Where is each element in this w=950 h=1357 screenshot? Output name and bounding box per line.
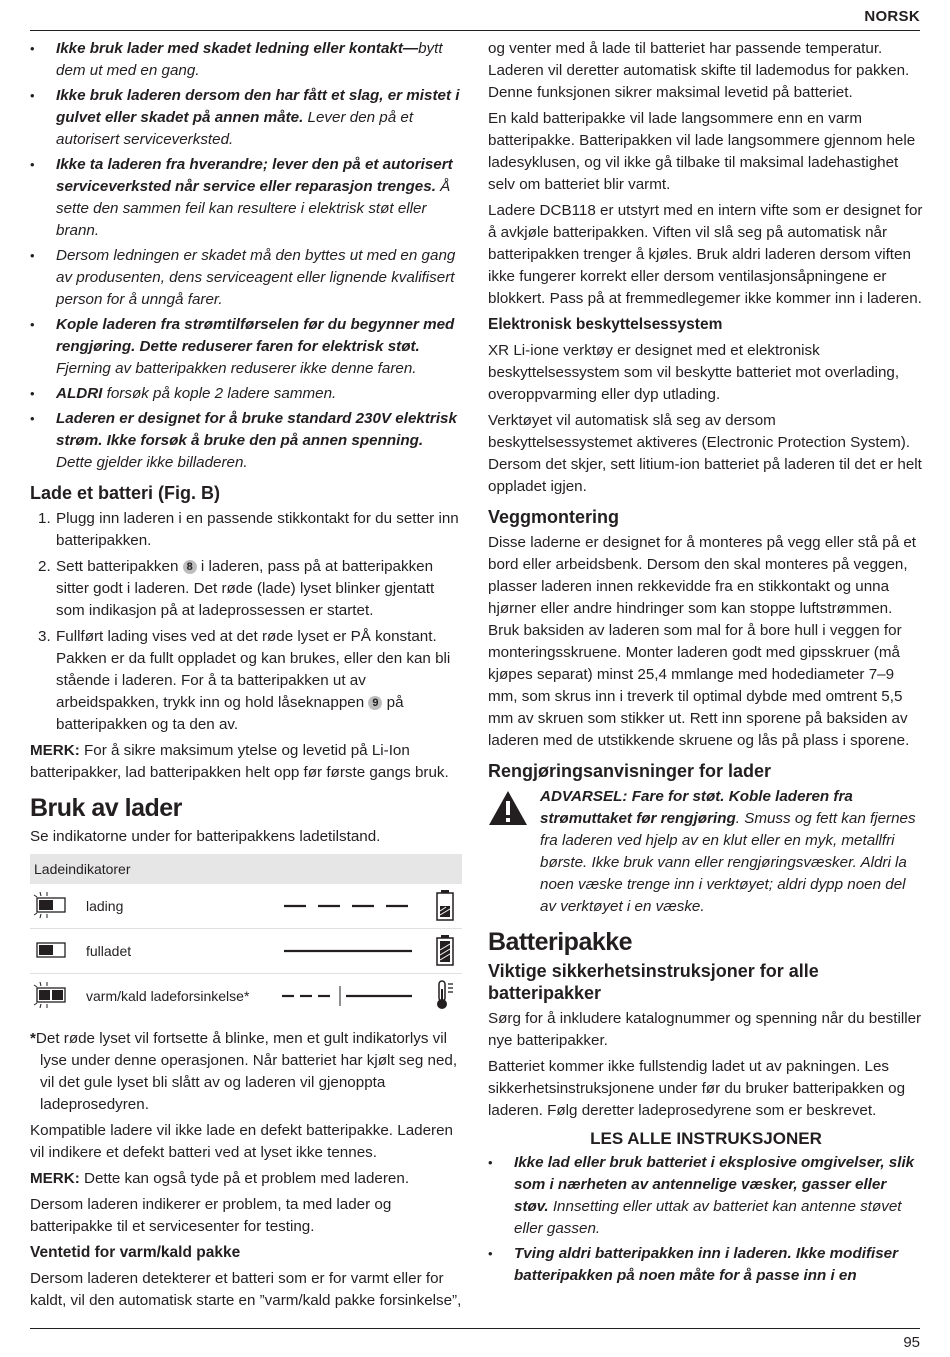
wait-heading: Ventetid for varm/kald pakke: [30, 1244, 241, 1261]
problem-paragraph: Dersom laderen indikerer er problem, ta med lader og batteripakke til et servicesenter for testing.: [30, 1196, 392, 1235]
list-item: 3. Fullført lading vises ved at det røde lyset er PÅ konstant. Pakken er da fullt oppladet og kan brukes, eller den kan bli stående i laderen. For å ta batteripakken ut av arbeidspakken, trykk inn og hold låseknappen 9 på batteripakken og ta den av.: [38, 628, 451, 733]
indicator-label: fulladet: [86, 943, 132, 959]
list-item: • Dersom ledningen er skadet må den byttes ut med en gang av produsenten, dens serviceagent eller lignende kvalifisert person for å unngå farer.: [30, 245, 462, 311]
indicator-label: lading: [86, 898, 124, 914]
callout-badge: 9: [368, 696, 382, 710]
table-header: Ladeindikatorer: [30, 854, 462, 884]
wall-heading: Veggmontering: [488, 507, 620, 527]
table-row: [30, 929, 462, 974]
footer-divider: [30, 1328, 920, 1329]
warning-icon: [488, 790, 528, 826]
wall-paragraph: Disse laderne er designet for å monteres på vegg eller stå på et bord eller arbeidsbenk. Dersom den skal monteres på veggen, plasser laderen innen rekkevidde fra en stikkontakt og unna hjørner eller andre hindringer som kan stoppe luftstrømmen. Bruk baksiden av laderen som mal for å bore hull i veggen for monteringsskruene. Monter laderen godt med gipsskruer (må kjøpes separat) minst 25,4 mmlange med hodediameter 7–9 mm, som skrus inn i treverk til optimal dybde med omtrent 5,5 mm av skruen som stikker ut. Rett inn sporene på baksiden av laderen med de utstikkende skruene og lås på plass i sporene.: [488, 534, 917, 749]
list-item: • Ikke ta laderen fra hverandre; lever den på et autorisert serviceverksted når service eller reparasjon trenges. Å sette den sammen feil kan resultere i elektrisk støt eller brann.: [30, 154, 462, 242]
list-item: • Ikke bruk laderen dersom den har fått et slag, er mistet i gulvet eller skadet på annen måte. Lever den på et autorisert serviceverksted.: [30, 85, 462, 151]
battery-charging-icon: [434, 889, 456, 921]
warning-block: ADVARSEL: Fare for støt. Koble laderen fra strømuttaket før rengjøring. Smuss og fett kan fjernes fra laderen ved hjelp av en klut eller en myk, metallfri børste. Ikke bruk vann eller rengjøringsvæsker. Aldri la noen væske trenge inn i verktøyet; aldri dypp noen del av verktøyet i en væske.: [488, 786, 924, 918]
battery-safety-list: [488, 1152, 924, 1287]
shipped-paragraph: Batteriet kommer ikke fullstendig ladet ut av pakningen. Les sikkerhetsinstruksjonene under før du bruker batteripakken og laderen. Følg deretter ladeprosedyrene som er beskrevet.: [488, 1058, 906, 1119]
charge-steps: [30, 508, 462, 736]
steady-light-icon: [32, 936, 70, 964]
wait-paragraph: Dersom laderen detekterer et batteri som er for varmt eller for kaldt, vil den automatisk starte en ”varm/kald pakke forsinkelse”,: [30, 1270, 462, 1309]
continued-paragraph: og venter med å lade til batteriet har passende temperatur. Laderen vil deretter automatisk skifte til lademodus for pakken. Denne funksjonen sikrer maksimal levetid på batteriet.: [488, 40, 910, 101]
list-item: • Kople laderen fra strømtilførselen før du begynner med rengjøring. Dette reduserer faren for elektrisk støt. Fjerning av batteripakken reduserer ikke denne faren.: [30, 314, 462, 380]
fan-paragraph: Ladere DCB118 er utstyrt med en intern vifte som er designet for å avkjøle batteripakken. Viften vil slå seg på automatisk når batteripakken trenger å kjøles. Bruk aldri laderen dersom viften ikke fungerer korrekt eller dersom ventilasjonsåpningene er blokkert. Pass på at fremmedlegemer ikke kommer inn i laderen.: [488, 202, 923, 307]
charge-indicator-table: [30, 854, 462, 1018]
list-item: • ALDRI forsøk på kople 2 ladere sammen.: [30, 383, 462, 405]
compat-paragraph: Kompatible ladere vil ikke lade en defekt batteripakke. Laderen vil indikere et defekt batteri ved at lyset ikke tennes.: [30, 1122, 453, 1161]
use-heading: Bruk av lader: [30, 794, 182, 822]
protection-paragraph: XR Li-ione verktøy er designet med et elektronisk beskyttelsessystem som vil beskytte batteriet mot overlading, overoppvarming eller dyp utlading.: [488, 342, 900, 403]
list-item: • Tving aldri batteripakken inn i laderen. Ikke modifiser batteripakken på noen måte for å passe inn i en: [488, 1243, 924, 1287]
list-item: • Ikke bruk lader med skadet ledning eller kontakt—bytt dem ut med en gang.: [30, 38, 462, 82]
note-paragraph: MERK: Dette kan også tyde på et problem med laderen.: [30, 1170, 410, 1187]
charger-safety-list: [30, 38, 462, 474]
table-row: [30, 884, 462, 929]
table-row: [30, 974, 462, 1018]
note-paragraph: MERK: For å sikre maksimum ytelse og levetid på Li-Ion batteripakker, lad batteripakken helt opp før første gangs bruk.: [30, 742, 449, 781]
callout-badge: 8: [183, 560, 197, 574]
use-intro: Se indikatorne under for batteripakkens ladetilstand.: [30, 828, 381, 845]
list-item: • Ikke lad eller bruk batteriet i eksplosive omgivelser, slik som i nærheten av antennelige væsker, gasser eller støv. Innsetting eller uttak av batteriet kan antenne støvet eller gassen.: [488, 1152, 924, 1240]
dashed-pattern-icon: [280, 892, 420, 920]
cleaning-heading: Rengjøringsanvisninger for lader: [488, 761, 772, 781]
read-all-heading: LES ALLE INSTRUKSJONER: [590, 1129, 822, 1148]
page-number: 95: [903, 1334, 920, 1351]
thermometer-icon: [434, 979, 456, 1011]
battery-full-icon: [434, 934, 456, 966]
header-divider: [30, 30, 920, 31]
protection-heading: Elektronisk beskyttelsessystem: [488, 316, 723, 333]
list-item: 2. Sett batteripakken 8 i laderen, pass på at batteripakken sitter godt i laderen. Det røde (lade) lyset blinker gjentatt som indikasjon på at ladeprossessen er startet.: [38, 558, 435, 619]
mixed-pattern-icon: [280, 982, 420, 1010]
left-column: [30, 38, 462, 1316]
blinking-light-icon: [32, 891, 70, 919]
safety-heading: Viktige sikkerhetsinstruksjoner for alle batteripakker: [488, 961, 819, 1003]
language-label: NORSK: [864, 8, 920, 25]
list-item: 1. Plugg inn laderen i en passende stikkontakt for du setter inn batteripakken.: [38, 510, 459, 549]
indicator-label: varm/kald ladeforsinkelse*: [86, 988, 250, 1004]
list-item: • Laderen er designet for å bruke standard 230V elektrisk strøm. Ikke forsøk å bruke den på annen spenning. Dette gjelder ikke billaderen.: [30, 408, 462, 474]
cold-paragraph: En kald batteripakke vil lade langsommere enn en varm batteripakke. Batteripakken vil lade langsommere gjennom hele ladesyklusen, og vil ikke gå tilbake til maksimal ladehastighet selv om batteriet blir varmt.: [488, 110, 916, 193]
footnote: *Det røde lyset vil fortsette å blinke, men et gult indikatorlys vil lyse under denne operasjonen. Når batteriet har kjølt seg ned, vil det gule lyset bli slått av og laderen vil gjenoppta ladeprosedyren.: [30, 1030, 458, 1113]
order-paragraph: Sørg for å inkludere katalognummer og spenning når du bestiller nye batteripakker.: [488, 1010, 922, 1049]
protection-paragraph: Verktøyet vil automatisk slå seg av dersom beskyttelsessystemet aktiveres (Electronic Protection System). Dersom det skjer, sett litium-ion batteriet på laderen til det er helt oppladet igjen.: [488, 412, 922, 495]
double-light-icon: [32, 981, 70, 1009]
charge-heading: Lade et batteri (Fig. B): [30, 483, 221, 503]
solid-pattern-icon: [280, 937, 420, 965]
right-column: [488, 38, 924, 1290]
battery-heading: Batteripakke: [488, 928, 633, 956]
